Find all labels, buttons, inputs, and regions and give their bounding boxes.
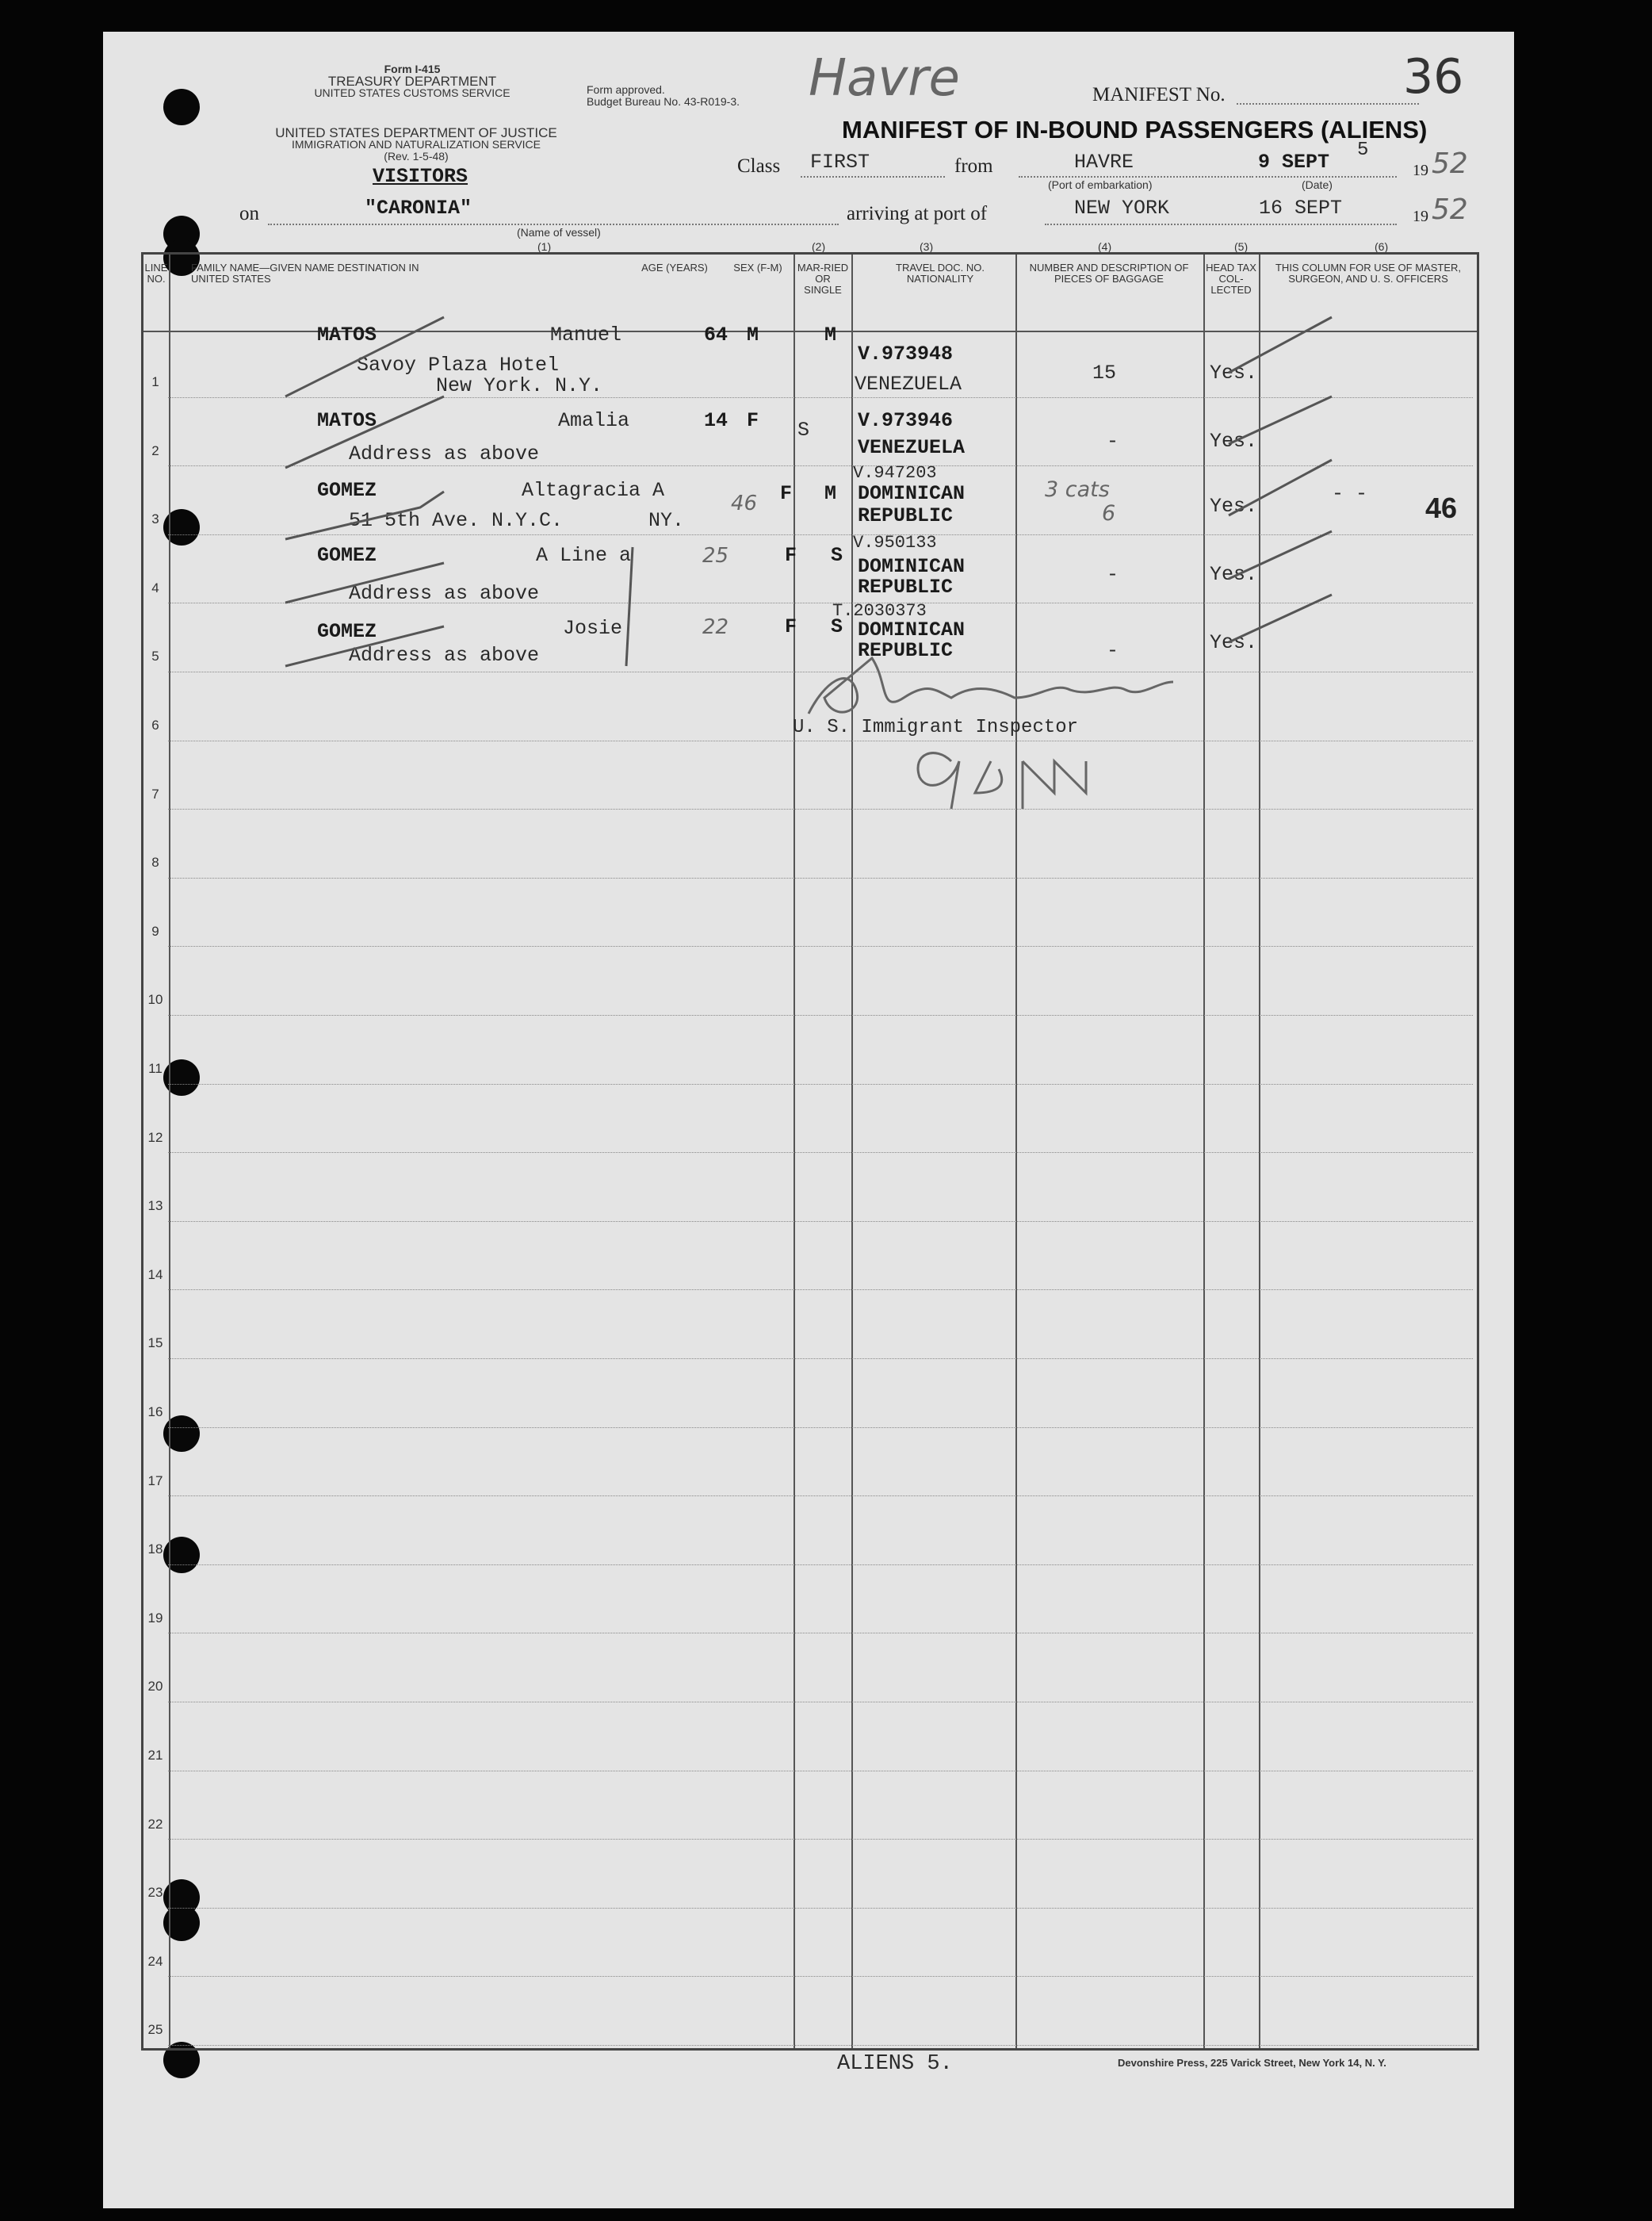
revision: (Rev. 1-5-48)	[384, 150, 449, 163]
row-number: 22	[147, 1816, 163, 1832]
check-marks	[285, 317, 1332, 666]
budget-bureau: Budget Bureau No. 43-R019-3.	[587, 95, 740, 108]
sex: F	[780, 482, 793, 505]
nationality: DOMINICAN	[858, 555, 966, 578]
bracket-mark	[626, 547, 633, 666]
col-header-baggage: NUMBER AND DESCRIPTION OF PIECES OF BAGGAGE	[1029, 262, 1189, 285]
departure-year: 52	[1432, 147, 1468, 180]
visitors-stamp: VISITORS	[373, 165, 468, 188]
printer-imprint: Devonshire Press, 225 Varick Street, New York 14, N. Y.	[1118, 2057, 1386, 2069]
marital-status: S	[797, 419, 810, 442]
row-number: 5	[151, 649, 159, 664]
from-label: from	[954, 155, 993, 177]
signature-stroke	[809, 658, 1173, 714]
row-number: 23	[147, 1885, 163, 1901]
nationality: VENEZUELA	[855, 373, 962, 396]
age: 14	[704, 409, 728, 432]
row-number: 2	[151, 442, 159, 458]
date-caption: (Date)	[1302, 178, 1333, 191]
age: 46	[731, 492, 758, 515]
given-name: Altagracia A	[522, 479, 665, 502]
row-number: 14	[147, 1266, 163, 1282]
row-number: 24	[147, 1953, 163, 1969]
departure-date-overwrite: 5	[1357, 140, 1369, 161]
check-mark	[285, 626, 444, 666]
marital-status: S	[831, 544, 843, 567]
baggage: -	[1107, 430, 1119, 453]
handwritten-port: Havre	[809, 49, 960, 108]
row-number: 7	[151, 786, 159, 802]
row-number: 9	[151, 923, 159, 939]
col-number-6: (6)	[1375, 240, 1389, 253]
given-name: A Line a	[536, 544, 632, 567]
officer-note: - -	[1332, 482, 1368, 505]
col-header-travel: TRAVEL DOC. NO. NATIONALITY	[896, 262, 985, 285]
treasury-dept: TREASURY DEPARTMENT	[327, 74, 497, 89]
vessel-caption: (Name of vessel)	[517, 226, 601, 239]
travel-doc: V.947203	[853, 463, 937, 483]
justice-dept: UNITED STATES DEPARTMENT OF JUSTICE	[275, 125, 557, 140]
row-number: 1	[151, 374, 159, 389]
given-name: Josie	[563, 617, 623, 640]
check-mark	[285, 563, 444, 603]
arrival-date: 16 SEPT	[1259, 197, 1343, 220]
row-number: 13	[147, 1198, 163, 1214]
travel-doc: T.2030373	[832, 601, 927, 621]
nationality-2: REPUBLIC	[858, 504, 954, 527]
sex: F	[747, 409, 759, 432]
col-number-5: (5)	[1234, 240, 1249, 253]
row-number: 6	[151, 718, 159, 733]
on-label: on	[239, 203, 259, 224]
address-line-1: Address as above	[349, 582, 540, 605]
col-number-1: (1)	[537, 240, 552, 253]
from-port: HAVRE	[1074, 151, 1134, 174]
row-number: 15	[147, 1335, 163, 1351]
check-mark	[285, 317, 444, 396]
row-number: 12	[147, 1129, 163, 1145]
arriving-label: arriving at port of	[847, 203, 988, 224]
row-number: 19	[147, 1610, 163, 1626]
col-header-married: MAR-RIED OR SINGLE	[797, 262, 849, 296]
nationality: DOMINICAN	[858, 618, 966, 641]
col-number-2: (2)	[812, 240, 826, 253]
row-number: 16	[147, 1404, 163, 1419]
family-name: GOMEZ	[317, 620, 377, 643]
check-mark	[1229, 317, 1332, 373]
class-label: Class	[737, 155, 781, 177]
col-number-3: (3)	[920, 240, 934, 253]
travel-doc: V.973948	[858, 343, 954, 366]
address-line-1: Address as above	[349, 442, 540, 465]
row-number: 20	[147, 1679, 163, 1694]
col-header-line: LINE NO.	[144, 262, 168, 285]
check-mark	[1229, 531, 1332, 579]
baggage: -	[1107, 639, 1119, 662]
family-name: GOMEZ	[317, 544, 377, 567]
baggage-2: 6	[1102, 501, 1116, 526]
row-number: 18	[147, 1541, 163, 1557]
family-name: MATOS	[317, 324, 377, 347]
col-header-age: AGE (YEARS)	[641, 262, 708, 274]
baggage: 3 cats	[1045, 477, 1110, 502]
year-prefix-2: 19	[1413, 208, 1428, 225]
sex: F	[785, 615, 797, 638]
page-number: 36	[1403, 49, 1464, 105]
marital-status: M	[824, 482, 837, 505]
head-tax: Yes.	[1210, 563, 1258, 586]
address-line-1: Savoy Plaza Hotel	[357, 354, 560, 377]
given-name: Amalia	[558, 409, 630, 432]
travel-doc: V.950133	[853, 533, 937, 553]
nationality-2: REPUBLIC	[858, 639, 954, 662]
col-header-sex: SEX (F-M)	[733, 262, 782, 274]
head-tax: Yes.	[1210, 631, 1258, 654]
nationality: DOMINICAN	[858, 482, 966, 505]
sex: F	[785, 544, 797, 567]
vessel-name: "CARONIA"	[365, 197, 472, 220]
arrival-port: NEW YORK	[1074, 197, 1170, 220]
year-prefix: 19	[1413, 162, 1428, 179]
address-line-1: 51 5th Ave. N.Y.C.	[349, 509, 564, 532]
row-number: 8	[151, 855, 159, 871]
col-header-name: FAMILY NAME—GIVEN NAME DESTINATION IN UNITED STATES	[191, 262, 419, 285]
check-mark	[1229, 460, 1332, 515]
row-number: 10	[147, 992, 163, 1008]
col-number-4: (4)	[1098, 240, 1112, 253]
family-name: GOMEZ	[317, 479, 377, 502]
family-name: MATOS	[317, 409, 377, 432]
head-tax: Yes.	[1210, 495, 1258, 518]
check-mark	[1229, 595, 1332, 642]
departure-date: 9 SEPT	[1258, 151, 1330, 174]
sex: M	[747, 324, 759, 347]
form-approved: Form approved.	[587, 83, 665, 96]
aliens-count: ALIENS 5.	[837, 2052, 953, 2076]
head-tax: Yes.	[1210, 362, 1258, 385]
form-number: Form I-415	[384, 63, 441, 75]
baggage: -	[1107, 563, 1119, 586]
time-stroke	[918, 753, 1086, 809]
port-caption: (Port of embarkation)	[1048, 178, 1153, 191]
col-header-officers: THIS COLUMN FOR USE OF MASTER, SURGEON, AND U. S. OFFICERS	[1275, 262, 1461, 285]
travel-doc: V.973946	[858, 409, 954, 432]
head-tax: Yes.	[1210, 430, 1258, 453]
address-line-2: New York. N.Y.	[436, 374, 603, 397]
row-number: 4	[151, 580, 159, 595]
nationality-2: REPUBLIC	[858, 576, 954, 599]
row-number: 25	[147, 2022, 163, 2038]
marital-status: S	[831, 615, 843, 638]
immigration-service: IMMIGRATION AND NATURALIZATION SERVICE	[292, 138, 541, 151]
address-line-1: Address as above	[349, 644, 540, 667]
inspector-label: U. S. Immigrant Inspector	[793, 717, 1079, 738]
given-name: Manuel	[550, 324, 622, 347]
age: 22	[702, 615, 729, 639]
nationality: VENEZUELA	[858, 436, 966, 459]
manifest-no-label: MANIFEST No.	[1092, 84, 1226, 105]
class-value: FIRST	[810, 151, 870, 174]
col-header-tax: HEAD TAX COL-LECTED	[1206, 262, 1256, 296]
check-mark	[285, 492, 444, 539]
marital-status: M	[824, 324, 837, 347]
age: 64	[704, 324, 728, 347]
row-number: 11	[148, 1061, 163, 1076]
address-line-2: NY.	[648, 509, 685, 532]
customs-service: UNITED STATES CUSTOMS SERVICE	[314, 86, 511, 99]
manifest-title: MANIFEST OF IN-BOUND PASSENGERS (ALIENS)	[842, 116, 1428, 144]
baggage: 15	[1092, 362, 1117, 385]
age: 25	[702, 544, 729, 568]
check-mark	[285, 396, 444, 468]
row-number: 21	[147, 1748, 163, 1763]
officer-number: 46	[1425, 492, 1458, 524]
check-mark	[1229, 396, 1332, 444]
row-number: 3	[151, 511, 159, 527]
arrival-year: 52	[1432, 193, 1468, 226]
row-number: 17	[147, 1472, 163, 1488]
